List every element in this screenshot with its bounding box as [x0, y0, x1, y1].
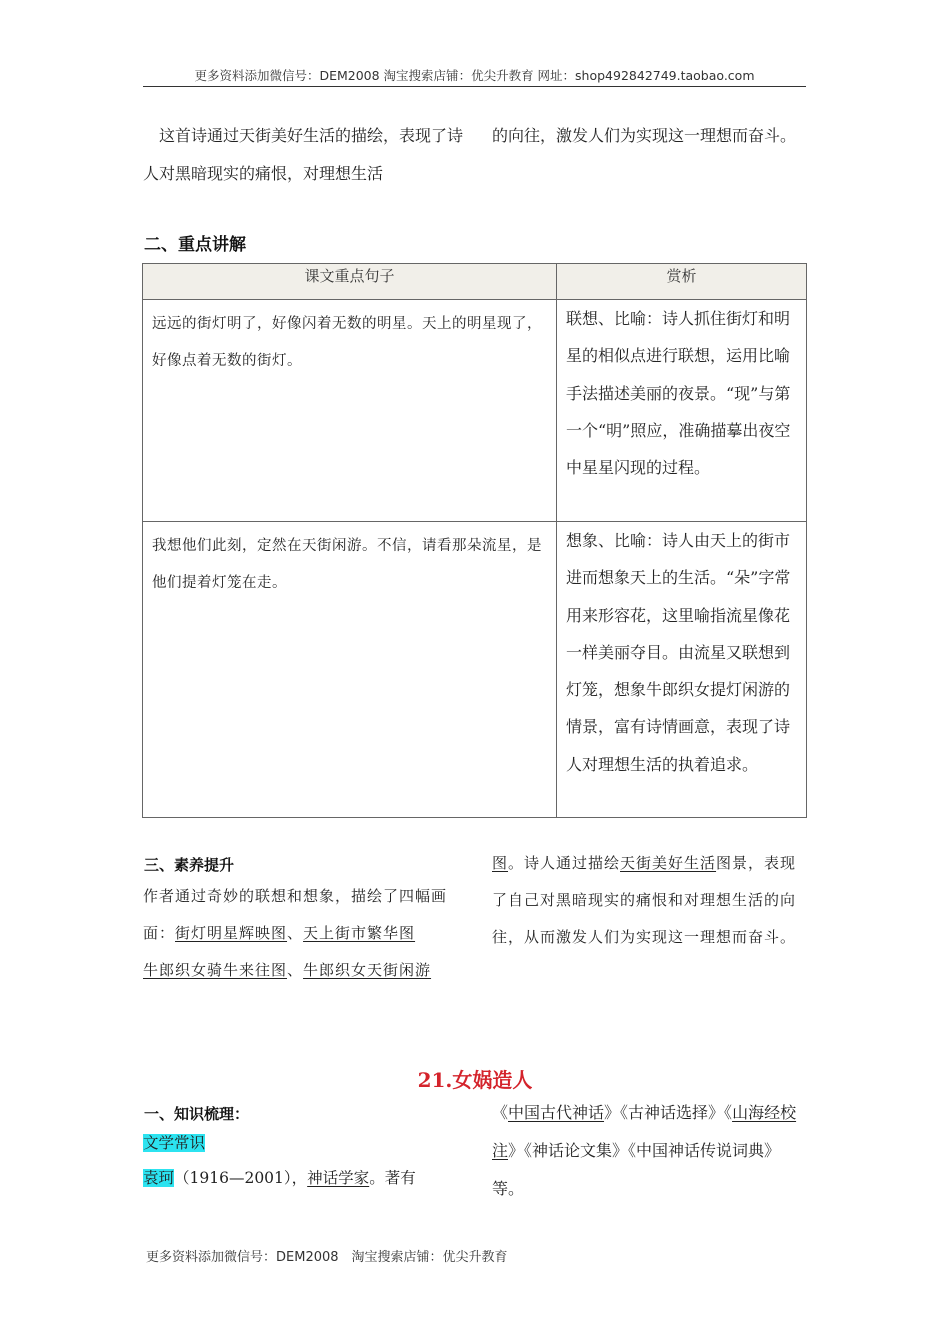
author-name: 袁珂: [143, 1169, 175, 1187]
book-title: 中国古代神话: [508, 1103, 605, 1122]
table-cell-sentence: 我想他们此刻，定然在天街闲游。不信，请看那朵流星，是他们提着灯笼在走。: [143, 522, 557, 818]
literature-label: 文学常识: [143, 1134, 206, 1152]
book-tail: 》《神话论文集》《中国神话传说词典》等。: [492, 1141, 781, 1198]
page-footer: 更多资料添加微信号：DEM2008 淘宝搜索店铺：优尖升教育: [146, 1250, 508, 1265]
picture-name: 牛郎织女骑牛来往图: [143, 961, 288, 979]
picture-name: 天上街市繁华图: [303, 924, 416, 942]
picture-name: 牛郎织女天街闲游: [303, 961, 432, 979]
works-lead: 。著有: [369, 1169, 416, 1187]
table-row: [143, 300, 807, 522]
author-dates: （1916—2001），: [174, 1169, 308, 1187]
table-header-analysis: 赏析: [557, 264, 807, 300]
table-cell-analysis: 想象、比喻：诗人由天上的街市进而想象天上的生活。“朵”字常用来形容花，这里喻指流星像花一样美丽夺目。由流星又联想到灯笼，想象牛郎织女提灯闲游的情景，富有诗情画意，表现了诗人对理想生活的执着追求。: [557, 522, 807, 818]
picture-name: 街灯明星辉映图: [175, 924, 288, 942]
table-header-sentence: 课文重点句子: [143, 264, 557, 300]
table-cell-sentence: 远远的街灯明了，好像闪着无数的明星。天上的明星现了，好像点着无数的街灯。: [143, 300, 557, 522]
table-cell-analysis: 联想、比喻：诗人抓住街灯和明星的相似点进行联想，运用比喻手法描述美丽的夜景。“现”与第一个“明”照应，准确描摹出夜空中星星闪现的过程。: [557, 300, 807, 522]
literacy-right: [492, 845, 810, 956]
section-heading-key-points: 二、重点讲解: [144, 235, 246, 255]
section-heading-literacy: 三、素养提升: [144, 856, 235, 874]
page-header: 更多资料添加微信号：DEM2008 淘宝搜索店铺：优尖升教育 网址：shop492842749.taobao.com: [194, 68, 755, 83]
book-title: 山海经校注: [492, 1103, 797, 1160]
scene-name: 天街美好生活: [620, 854, 717, 872]
intro-left: 这首诗通过天街美好生活的描绘，表现了诗人对黑暗现实的痛恨，对理想生活: [143, 126, 464, 183]
lesson-right: 《中国古代神话》《古神话选择》《山海经校注》《神话论文集》《中国神话传说词典》等。: [492, 1103, 797, 1198]
header-divider: [143, 86, 806, 87]
section-heading-knowledge: 一、知识梳理：: [144, 1105, 250, 1123]
separator: 、: [287, 961, 304, 979]
literacy-mid: 。诗人通过描绘: [508, 854, 621, 872]
key-sentence-table: [142, 263, 807, 818]
intro-right: 的向往，激发人们为实现这一理想而奋斗。: [492, 126, 797, 145]
table-row: [143, 522, 807, 818]
literacy-lead: 作者通过奇妙的联想和想象，描绘了四幅画面：: [143, 887, 448, 942]
lesson-left: [143, 1126, 463, 1196]
author-role: 神话学家: [307, 1169, 370, 1187]
literacy-tail: 图景，表现了自己对黑暗现实的痛恨和对理想生活的向往，从而激发人们为实现这一理想而奋斗。: [492, 854, 797, 946]
lesson-title: 21.女娲造人: [417, 1068, 533, 1092]
literacy-left: [143, 878, 463, 989]
book-rest: 《古神话选择》《: [620, 1103, 733, 1122]
picture-name: 图: [492, 854, 509, 872]
separator: 、: [287, 924, 304, 942]
